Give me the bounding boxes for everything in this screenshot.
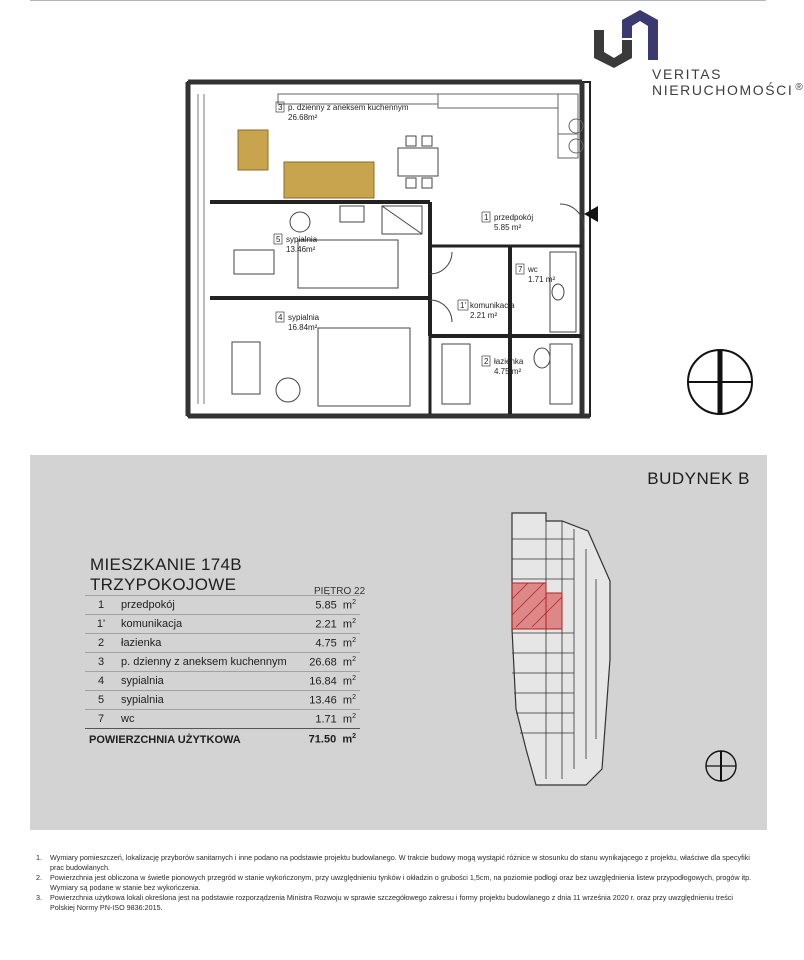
- room-row: [85, 653, 360, 672]
- plan-label-1-num: 1: [484, 213, 489, 222]
- footnote: 1. Wymiary pomieszczeń, lokalizację przyborów sanitarnych i inne podano na podstawie projektu budowlanego. W trakcie budowy mogą wystąpić różnice w stosunku do stanu wynikającego z projektu, właściwe dla specyfiki prac budowlanych.: [36, 853, 750, 872]
- plan-label-3-area: 26.68m²: [288, 113, 318, 122]
- north-arrow-icon: [685, 347, 755, 417]
- plan-label-5-name: sypialnia: [286, 235, 318, 244]
- plan-label-2-num: 2: [484, 357, 489, 366]
- plan-label-1p-area: 2.21 m²: [470, 311, 498, 320]
- footnote: 2. Powierzchnia jest obliczona w świetle pionowych przegród w stanie wykończonym, przy uwzględnieniu tynków i okładzin o grubości 1,5cm, na poziomie podłogi oraz bez uwzględnienia listew przypodłogowych, progów itp. Wymiary są podane w stanie bez wykończenia.: [36, 873, 752, 892]
- north-arrow-small-icon: [704, 749, 738, 783]
- floor-label: PIĘTRO 22: [314, 586, 366, 597]
- plan-label-4-num: 4: [278, 313, 283, 322]
- room-number: 2: [85, 634, 117, 653]
- room-area: 13.46 $m^2$: [298, 691, 360, 710]
- plan-label-7-name: wc: [528, 265, 538, 274]
- room-row: [85, 596, 360, 615]
- building-label: BUDYNEK B: [647, 469, 750, 488]
- room-name: przedpokój: [117, 596, 298, 615]
- room-area: 71.50 $m^2$: [298, 729, 360, 751]
- building-key-plan: [506, 509, 616, 789]
- plan-label-2-area: 4.75 m²: [494, 367, 522, 376]
- plan-label-5-area: 13.46m²: [286, 245, 316, 254]
- room-name: sypialnia: [117, 691, 298, 710]
- room-name: wc: [117, 710, 298, 729]
- room-number: 4: [85, 672, 117, 691]
- room-name: p. dzienny z aneksem kuchennym: [117, 653, 298, 672]
- plan-label-3-name: p. dzienny z aneksem kuchennym: [288, 103, 409, 112]
- apartment-number: MIESZKANIE 174B: [90, 555, 242, 574]
- room-name: łazienka: [117, 634, 298, 653]
- room-area: 26.68 $m^2$: [298, 653, 360, 672]
- room-row: [85, 691, 360, 710]
- room-number: 7: [85, 710, 117, 729]
- room-row: [85, 634, 360, 653]
- room-area: 16.84 $m^2$: [298, 672, 360, 691]
- room-area-table: [85, 595, 360, 751]
- plan-label-2-name: łazienka: [494, 357, 524, 366]
- room-name: sypialnia: [117, 672, 298, 691]
- room-number: 3: [85, 653, 117, 672]
- logo-text-veritas: VERITAS: [652, 66, 723, 82]
- plan-label-3-num: 3: [278, 103, 283, 112]
- total-row: [85, 729, 360, 751]
- logo-text-nieruchomosci: NIERUCHOMOŚCI ®: [652, 82, 804, 98]
- total-label: POWIERZCHNIA UŻYTKOWA: [85, 729, 298, 751]
- plan-label-7-num: 7: [518, 265, 523, 274]
- plan-label-7-area: 1.71 m²: [528, 275, 556, 284]
- apartment-type: TRZYPOKOJOWE: [90, 575, 237, 594]
- room-number: 1': [85, 615, 117, 634]
- room-area: 4.75 $m^2$: [298, 634, 360, 653]
- plan-label-4-area: 16.84m²: [288, 323, 318, 332]
- plan-label-1p-num: 1': [460, 301, 466, 310]
- floor-plan: [180, 74, 610, 426]
- room-area: 2.21 $m^2$: [298, 615, 360, 634]
- room-row: [85, 672, 360, 691]
- room-area: 1.71 $m^2$: [298, 710, 360, 729]
- veritas-logo: [590, 10, 804, 100]
- room-name: komunikacja: [117, 615, 298, 634]
- footnotes: [36, 853, 756, 914]
- veritas-logo-mark-icon: [592, 10, 662, 70]
- apartment-title: [90, 555, 242, 595]
- room-area: 5.85 $m^2$: [298, 596, 360, 615]
- room-row: [85, 710, 360, 729]
- top-rule: [30, 0, 766, 1]
- room-row: [85, 615, 360, 634]
- plan-label-1-name: przedpokój: [494, 213, 534, 222]
- plan-label-1p-name: komunikacja: [470, 301, 515, 310]
- room-number: 5: [85, 691, 117, 710]
- apartment-info-panel: [30, 455, 767, 830]
- room-number: 1: [85, 596, 117, 615]
- plan-label-4-name: sypialnia: [288, 313, 320, 322]
- plan-label-5-num: 5: [276, 235, 281, 244]
- footnote: 3. Powierzchnia użytkowa lokali określona jest na podstawie rozporządzenia Ministra Rozwoju w sprawie szczegółowego zakresu i formy projektu budowlanego z dnia 11 września 2020 r. oraz przy uwzględnieniu treści Polskiej Normy PN-ISO 9836:2015.: [36, 893, 734, 912]
- plan-label-1-area: 5.85 m²: [494, 223, 522, 232]
